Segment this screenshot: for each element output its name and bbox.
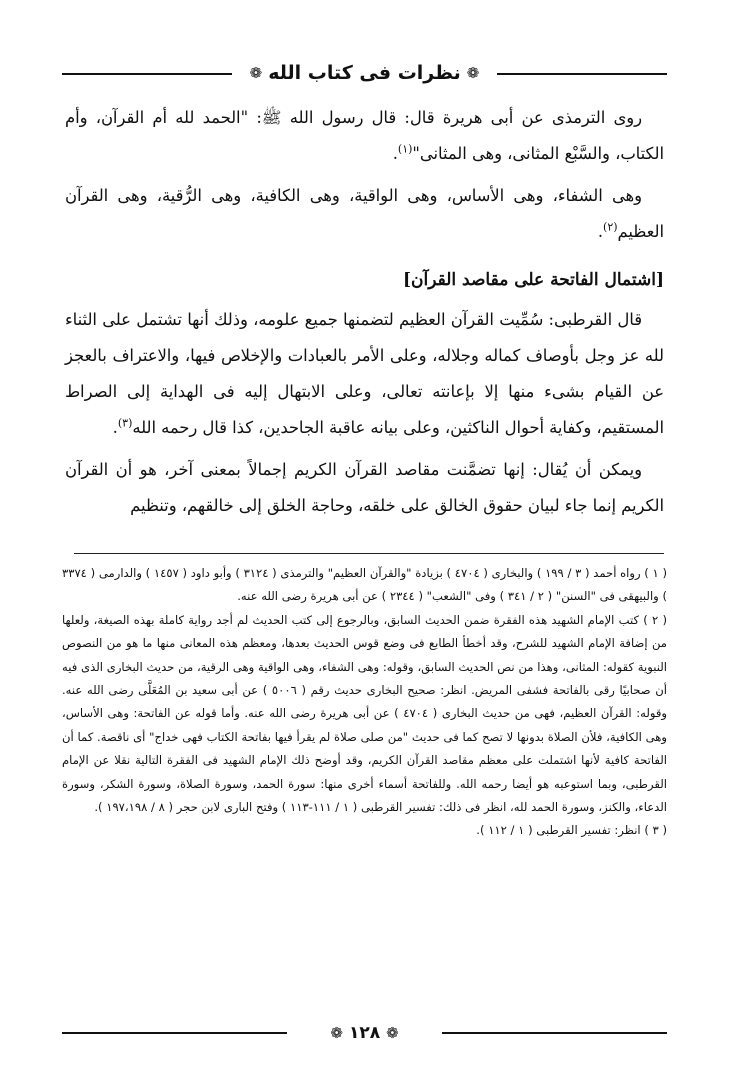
book-title: نظرات فى كتاب الله: [268, 62, 461, 84]
paragraph: روى الترمذى عن أبى هريرة قال: قال رسول الله ﷺ: "الحمد لله أم القرآن، وأم الكتاب، والسَّبْع المثانى، وهى المثانى"$^{(١)}$.: [65, 108, 664, 163]
paragraph: [65, 452, 664, 524]
paragraph: وهى الشفاء، وهى الأساس، وهى الواقية، وهى الكافية، وهى الرُّقية، وهى القرآن العظيم$^{(٢)}$.: [65, 186, 664, 241]
footnote-ref: (٢): [603, 220, 618, 234]
paragraph-text: روى الترمذى عن أبى هريرة قال: قال رسول الله ﷺ: "الحمد لله أم القرآن، وأم الكتاب، والسَّبْع المثانى، وهى المثانى": [65, 108, 664, 163]
footnote-1: ( ١ ) رواه أحمد ( ٣ / ١٩٩ ) والبخارى ( ٤٧٠٤ ) بزيادة "والقرآن العظيم" والترمذى ( ٣١٢٤ ) وأبو داود ( ١٤٥٧ ) والدارمى ( ٣٣٧٤ ) والبيهقى فى "السنن" ( ٢ / ٣٤١ ) وفى "الشعب" ( ٢٣٤٤ ) عن أبى هريرة رضى الله عنه.: [62, 566, 667, 604]
flower-ornament-icon: ❁: [330, 1023, 343, 1042]
footer-rule-right: [442, 1032, 667, 1034]
flower-ornament-icon: ❁: [249, 63, 263, 82]
footnote-ref: (١): [397, 142, 413, 156]
running-header: [62, 58, 667, 88]
page-footer: [62, 1020, 667, 1046]
paragraph-text: ويمكن أن يُقال: إنها تضمَّنت مقاصد القرآن الكريم إجمالاً بمعنى آخر، هو أن القرآن الكريم إنما جاء لبيان حقوق الخالق على خلقه، وحاجة الخلق إلى خالقهم، وتنظيم: [65, 460, 664, 515]
paragraph-text: قال القرطبى: سُمِّيت القرآن العظيم لتضمنها جميع علومه، وذلك أنها تشتمل على الثناء لله عز وجل بأوصاف كماله وجلاله، وعلى الأمر بالعبادات والإخلاص فيها، والاعتراف بالعجز عن القيام بشىء منها إلا بإعانته تعالى، وعلى الابتهال إليه فى الهداية إلى الصراط المستقيم، وكفاية أحوال الناكثين، وعلى بيانه عاقبة الجاحدين، كذا قال رحمه الله: [65, 310, 664, 437]
footnote-ref: (٣): [117, 416, 133, 430]
flower-ornament-icon: ❁: [466, 63, 480, 82]
header-rule-right: [497, 73, 667, 75]
footer-center: [287, 1020, 442, 1046]
paragraph-text: وهى الشفاء، وهى الأساس، وهى الواقية، وهى الكافية، وهى الرُّقية، وهى القرآن العظيم: [65, 186, 664, 241]
paragraph: قال القرطبى: سُمِّيت القرآن العظيم لتضمنها جميع علومه، وذلك أنها تشتمل على الثناء لله عز وجل بأوصاف كماله وجلاله، وعلى الأمر بالعبادات والإخلاص فيها، والاعتراف بالعجز عن القيام بشىء منها إلا بإعانته تعالى، وعلى الابتهال إليه فى الهداية إلى الصراط المستقيم، وكفاية أحوال الناكثين، وعلى بيانه عاقبة الجاحدين، كذا قال رحمه الله$^{(٣)}$.: [65, 310, 664, 437]
main-text: [65, 100, 664, 536]
footer-rule-left: [62, 1032, 287, 1034]
footnote-separator: [74, 553, 664, 554]
header-title-group: [232, 58, 497, 88]
footnote-2: ( ٢ ) كتب الإمام الشهيد هذه الفقرة ضمن الحديث السابق، وبالرجوع إلى كتب الحديث لم أجد رواية كاملة بهذه الصيغة، ولعلها من إضافة الإمام الشهيد للشرح، وقد أخطأ الطابع فى وضع قوس الحديث بعدها، ومعظم هذه المعانى منها ما هو من النصوص النبوية كقوله: المثانى، وهذا من نص الحديث السابق، وقوله: وهى الشفاء، وهى الواقية وهى الرقية، من حديث البخارى الذى فيه أن صحابيًا رقى بالفاتحة فشفى المريض. انظر: صحيح البخارى حديث رقم ( ٥٠٠٦ ) عن أبى سعيد بن المُعَلَّى رضى الله عنه. وقوله: القرآن العظيم، فهى من حديث البخارى ( ٤٧٠٤ ) عن أبى هريرة رضى الله عنه. وأما قوله عن الفاتحة: وهى الأساس، وهى الكافية، فلأن الصلاة بدونها لا تصح كما فى حديث "من صلى صلاة لم يقرأ فيها بفاتحة الكتاب فهى خداج" أى ناقصة. كما أن الفاتحة كافية لأنها اشتملت على معظم مقاصد القرآن الكريم، وقد أوضح ذلك الإمام الشهيد فى الفقرة التالية نقلا عن الإمام القرطبى، وبما استوعبه هو أيضا رحمه الله. وللفاتحة أسماء أخرى منها: سورة الحمد، وسورة الصلاة، وسورة الشكر، وسورة الدعاء، والكنز، وسورة الحمد لله، انظر فى ذلك: تفسير القرطبى ( ١ / ١١١-١١٣ ) وفتح البارى لابن حجر ( ٨ / ١٩٧،١٩٨ ).: [62, 612, 667, 815]
header-rule-left: [62, 73, 232, 75]
page-number: ١٢٨: [348, 1023, 381, 1043]
flower-ornament-icon: ❁: [386, 1023, 399, 1042]
section-heading: [اشتمال الفاتحة على مقاصد القرآن]: [403, 270, 664, 290]
footnotes: [62, 562, 667, 843]
footnote-3: ( ٣ ) انظر: تفسير القرطبى ( ١ / ١١٢ ).: [476, 823, 667, 838]
